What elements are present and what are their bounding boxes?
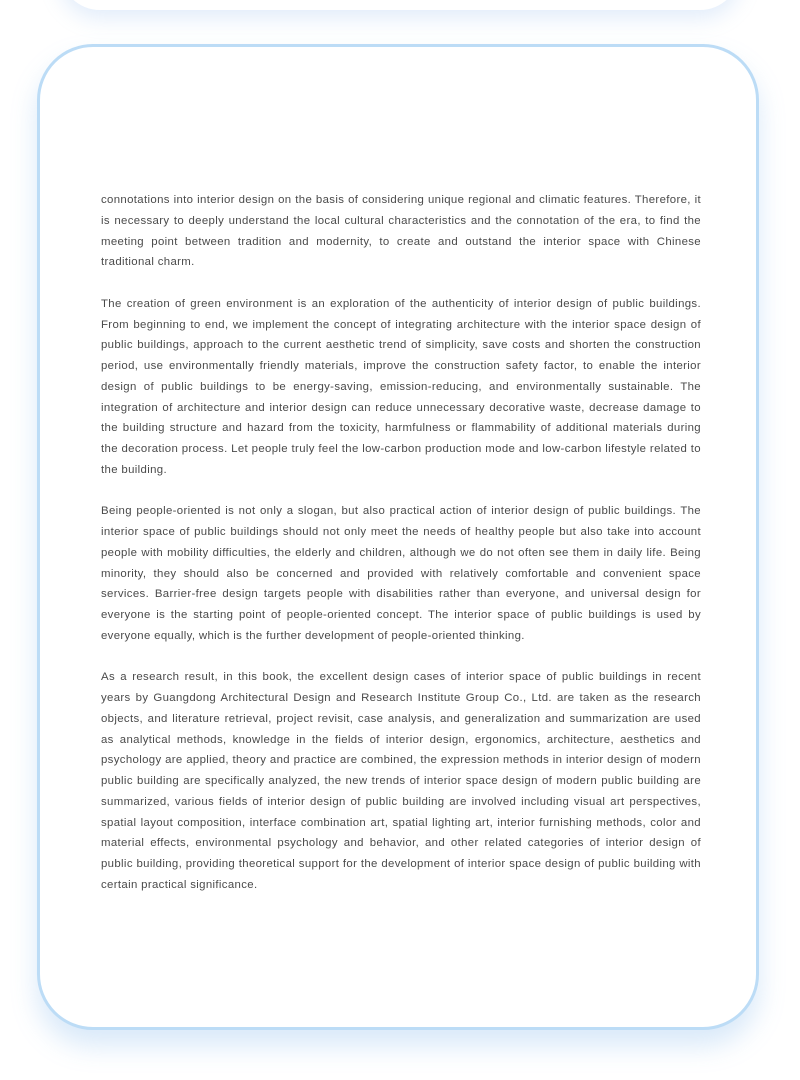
page-body (101, 190, 701, 896)
paragraph-green-environment: The creation of green environment is an exploration of the authenticity of interior design of public buildings. From beginning to end, we implement the concept of integrating architecture with the interior space design of public buildings, approach to the current aesthetic trend of simplicity, save costs and shorten the construction period, use environmentally friendly materials, improve the construction safety factor, to enable the interior design of public buildings to be energy-saving, emission-reducing, and environmentally sustainable. The integration of architecture and interior design can reduce unnecessary decorative waste, decrease damage to the building structure and hazard from the toxicity, harmfulness or flammability of additional materials during the decoration process. Let people truly feel the low-carbon production mode and low-carbon lifestyle related to the building. (101, 297, 701, 476)
paragraph-research-result: As a research result, in this book, the excellent design cases of interior space of public buildings in recent years by Guangdong Architectural Design and Research Institute Group Co., Ltd. are taken as the research objects, and literature retrieval, project revisit, case analysis, and generalization and summarization are used as analytical methods, knowledge in the fields of interior design, ergonomics, architecture, aesthetics and psychology are applied, theory and practice are combined, the expression methods in interior design of modern public building are specifically analyzed, the new trends of interior space design of modern public building are summarized, various fields of interior design of public building are involved including visual art perspectives, spatial layout composition, interface combination art, spatial lighting art, interior furnishing methods, color and material effects, environmental psychology and behavior, and other related categories of interior design of public building, providing theoretical support for the development of interior space design of public building with certain practical significance. (101, 671, 701, 891)
paragraph-regional-culture: connotations into interior design on the basis of considering unique regional and climatic features. Therefore, it is necessary to deeply understand the local cultural characteristics and the connotation of the era, to find the meeting point between tradition and modernity, to create and outstand the interior space with Chinese traditional charm. (101, 194, 701, 269)
paragraph-people-oriented: Being people-oriented is not only a slogan, but also practical action of interior design of public buildings. The interior space of public buildings should not only meet the needs of healthy people but also take into account people with mobility difficulties, the elderly and children, although we do not often see them in daily life. Being minority, they should also be concerned and provided with relatively comfortable and convenient space services. Barrier-free design targets people with disabilities rather than everyone, and universal design for everyone is the starting point of people-oriented concept. The interior space of public buildings is used by everyone equally, which is the further development of people-oriented thinking. (101, 505, 701, 642)
previous-page-edge (60, 0, 740, 10)
